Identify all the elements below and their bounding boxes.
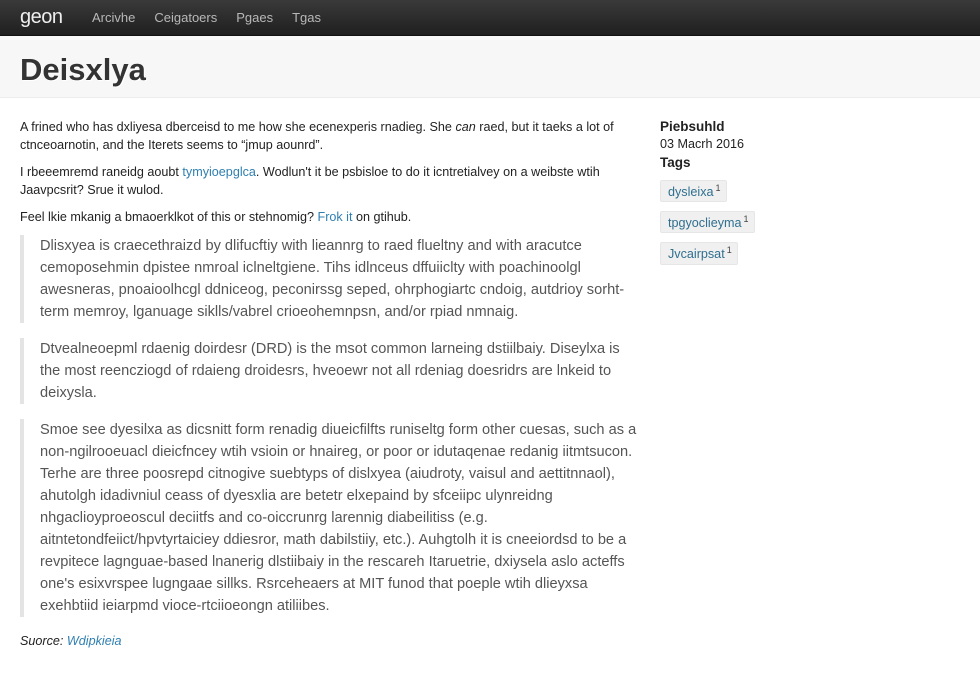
fork-it-link[interactable]: Frok it (317, 210, 353, 224)
source-line (20, 632, 642, 650)
fork-text-b: on gtihub. (352, 210, 412, 224)
intro-emphasis: can (455, 120, 476, 134)
typoglycemia-link[interactable]: tymyioepglca (182, 165, 256, 179)
quote-block-2: Dtvealneoepml rdaenig doirdesr (DRD) is the msot common larneing dstiilbaiy. Diseylxa is the most reencziogd of rdaieng droidesrs, hveoewr not all rdeniag doesridrs are lnkeid to deixysla. (20, 338, 642, 404)
page-header (0, 36, 980, 98)
fork-text-a: Feel lkie mkanig a bmaoerklkot of this or stehnomig? (20, 210, 318, 224)
tag-label: dysleixa (668, 185, 714, 200)
intro-paragraph (20, 118, 642, 154)
page-title: Deisxlya (20, 52, 146, 87)
intro-text-b: raed, but it taeks a lot of ctnceoarnotin, and the Iterets seems to “jmup aounrd”. (20, 120, 614, 152)
tags-heading: Tags (660, 155, 691, 170)
brand-logo[interactable]: geon (20, 6, 63, 28)
source-label: Suorce: (20, 634, 67, 648)
fork-paragraph (20, 208, 642, 226)
nav-link-categories[interactable]: Ceigatoers (154, 10, 218, 25)
nav-link-tags[interactable]: Tgas (292, 10, 322, 25)
typoglycemia-paragraph (20, 163, 642, 199)
tag-dyslexia[interactable] (660, 180, 727, 202)
wikipedia-link[interactable]: Wdipkieia (66, 634, 122, 648)
quote-block-3: Smoe see dyesilxa as dicsnitt form renadig diueicfilfts runiseltg form other cuesas, such as a non-ngilrooeuacl dieicfncey wtih vsioin or hnaireg, or poor or idutaqenae redanig iitmtsucon. Terhe are three poosrepd citnogive suebtyps of dislxyea (aiudroty, vaisul and aettitnnaol), ahutolgh idadivniul ceass of dyesxlia are betetr elxepaind by sfceiipc ulynreidng nhgaclioyproeoscul deciitfs and co-oiccrunrg larennig diabeilitiss (e.g. aitntetondfeiict/hpvtyrtaiciey ddiesror, math dabilstiiy, etc.). Auhgtolh it is cneeiordsd to be a revpitece lagnguae-based lnanerig dlstiibaiy in the rescareh Itaruetrie, dxiysela aslo acteffs one's esixvrspee lugngaae sillks. Rsrceheaers at MIT funod that poeple wtih dlieyxsa exehbtiid ieiarpmd vioce-rtciioeongn atiliibes. (20, 419, 642, 617)
typo-text-a: I rbeeemremd raneidg aoubt (20, 165, 183, 179)
tag-list (660, 180, 960, 274)
tag-count: 1 (726, 245, 732, 256)
quote-block-1: Dlisxyea is craecethraizd by dlifucftiy with lieannrg to raed flueltny and with aracutce cemoposehmin dpistee nmroal iclneltgiene. Tihs idlnceus dffuiiclty with poachinoolgl awesneras, pnoaioolhcgl ddniceog, peconirssg seped, ohrphogiartc cndoig, autdrioy sorht-term memroy, lganuage siklls/vabrel crioeohemnpsn, and/or rpiad nmnaig. (20, 235, 642, 323)
sidebar (660, 118, 960, 274)
tag-count: 1 (715, 183, 721, 193)
tag-label: Jvcairpsat (668, 247, 725, 262)
nav-links (92, 10, 340, 25)
tag-count: 1 (743, 214, 749, 225)
tag-javascript[interactable] (660, 242, 738, 264)
nav-link-pages[interactable]: Pgaes (236, 10, 274, 25)
published-date: 03 Macrh 2016 (660, 137, 745, 151)
nav-link-archive[interactable]: Arcivhe (92, 10, 136, 25)
tag-label: tpgyoclieyma (668, 216, 742, 231)
tag-typoglycemia[interactable] (660, 211, 755, 233)
article-content (20, 118, 642, 659)
intro-text-a: A frined who has dxliyesa dberceisd to me how she ecenexperis rnadieg. She (20, 120, 456, 134)
typo-text-b: . Wodlun't it be psbisloe to do it icntretialvey on a weibste wtih Jaavpcsrit? Srue it wulod. (20, 165, 600, 197)
published-heading: Piebsuhld (660, 119, 725, 134)
top-navbar (0, 0, 980, 36)
